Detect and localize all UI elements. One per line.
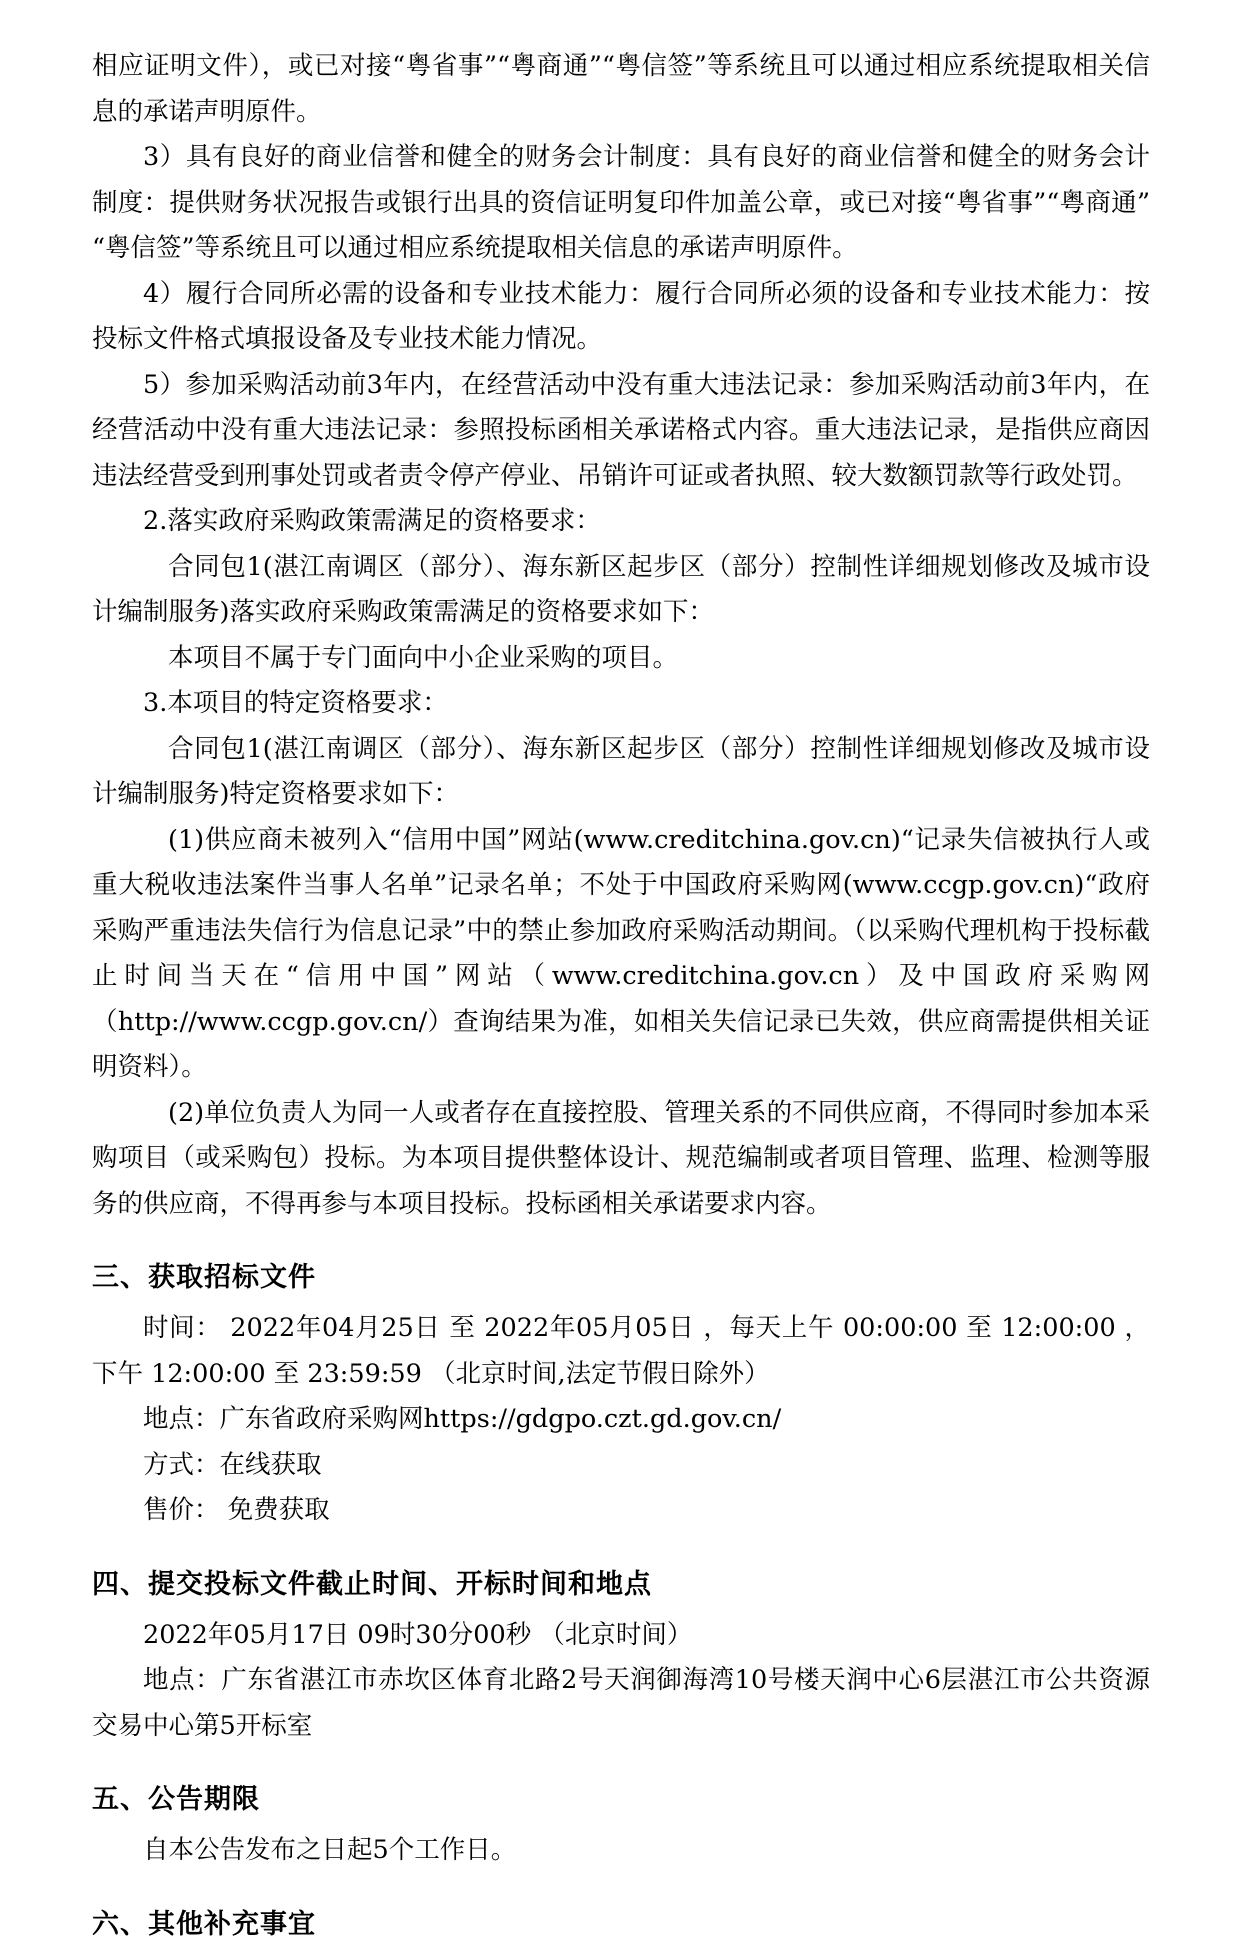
paragraph-policy-content: 本项目不属于专门面向中小企业采购的项目。 (168, 642, 679, 673)
announcement-period-content: 自本公告发布之日起5个工作日。 (143, 1835, 517, 1865)
section-heading-six: 六、其他补充事宜 (92, 1908, 316, 1940)
paragraph-qualification-item-3: 3）具有良好的商业信誉和健全的财务会计制度：具有良好的商业信誉和健全的财务会计制度：提供财务状况报告或银行出具的资信证明复印件加盖公章，或已对接“粤省事”“粤商通”“粤信签”等系统且可以通过相应系统提取相关信息的承诺声明原件。 (92, 142, 1150, 263)
paragraph-qualification-item-5: 5）参加采购活动前3年内，在经营活动中没有重大违法记录：参加采购活动前3年内，在经营活动中没有重大违法记录：参照投标函相关承诺格式内容。重大违法记录，是指供应商因违法经营受到刑事处罚或者责令停产停业、吊销许可证或者执照、较大数额罚款等行政处罚。 (92, 369, 1150, 491)
bid-deadline-datetime: 2022年05月17日 09时30分00秒 （北京时间） (143, 1619, 693, 1650)
acquisition-time: 时间： 2022年04月25日 至 2022年05月05日 ，每天上午 00:00:00 至 12:00:00 ，下午 12:00:00 至 23:59:59 （北京时间,法定节假日除外） (92, 1313, 1150, 1389)
acquisition-method: 方式：在线获取 (143, 1449, 322, 1480)
spacer (92, 1227, 1150, 1255)
paragraph-continued-text: 相应证明文件），或已对接“粤省事”“粤商通”“粤信签”等系统且可以通过相应系统提取相关信息的承诺声明原件。 (92, 51, 1150, 127)
section-heading-four: 四、提交投标文件截止时间、开标时间和地点 (92, 1568, 652, 1600)
paragraph-specific-requirement-1: (1)供应商未被列入“信用中国”网站(www.creditchina.gov.cn)“记录失信被执行人或重大税收违法案件当事人名单”记录名单；不处于中国政府采购网(www.ccgp.gov.cn)“政府采购严重违法失信行为信息记录”中的禁止参加政府采购活动期间。（以采购代理机构于投标截止时间当天在“信用中国”网站（www.creditchina.gov.cn）及中国政府采购网（http://www.ccgp.gov.cn/）查询结果为准，如相关失信记录已失效，供应商需提供相关证明资料）。 (92, 824, 1150, 1082)
spacer (92, 1749, 1150, 1777)
bid-opening-place: 地点：广东省湛江市赤坎区体育北路2号天润御海湾10号楼天润中心6层湛江市公共资源交易中心第5开标室 (92, 1665, 1150, 1741)
section-heading-five: 五、公告期限 (92, 1784, 260, 1815)
paragraph-qualification-item-4: 4）履行合同所必需的设备和专业技术能力：履行合同所必须的设备和专业技术能力：按投标文件格式填报设备及专业技术能力情况。 (92, 278, 1150, 354)
section-heading-three: 三、获取招标文件 (92, 1262, 316, 1293)
paragraph-contract-package-specific: 合同包1(湛江南调区（部分）、海东新区起步区（部分）控制性详细规划修改及城市设计编制服务)特定资格要求如下： (92, 733, 1150, 809)
acquisition-place: 地点：广东省政府采购网https://gdgpo.czt.gd.gov.cn/ (143, 1404, 782, 1434)
acquisition-price: 售价： 免费获取 (143, 1495, 330, 1525)
paragraph-numbered-item-3: 3.本项目的特定资格要求： (143, 688, 448, 718)
paragraph-specific-requirement-2: (2)单位负责人为同一人或者存在直接控股、管理关系的不同供应商，不得同时参加本采购项目（或采购包）投标。为本项目提供整体设计、规范编制或者项目管理、监理、检测等服务的供应商，不得再参与本项目投标。投标函相关承诺要求内容。 (92, 1097, 1150, 1219)
spacer (92, 1534, 1150, 1562)
spacer (92, 1874, 1150, 1902)
paragraph-contract-package-policy: 合同包1(湛江南调区（部分）、海东新区起步区（部分）控制性详细规划修改及城市设计编制服务)落实政府采购政策需满足的资格要求如下： (92, 551, 1150, 627)
paragraph-numbered-item-2: 2.落实政府采购政策需满足的资格要求： (143, 506, 601, 536)
